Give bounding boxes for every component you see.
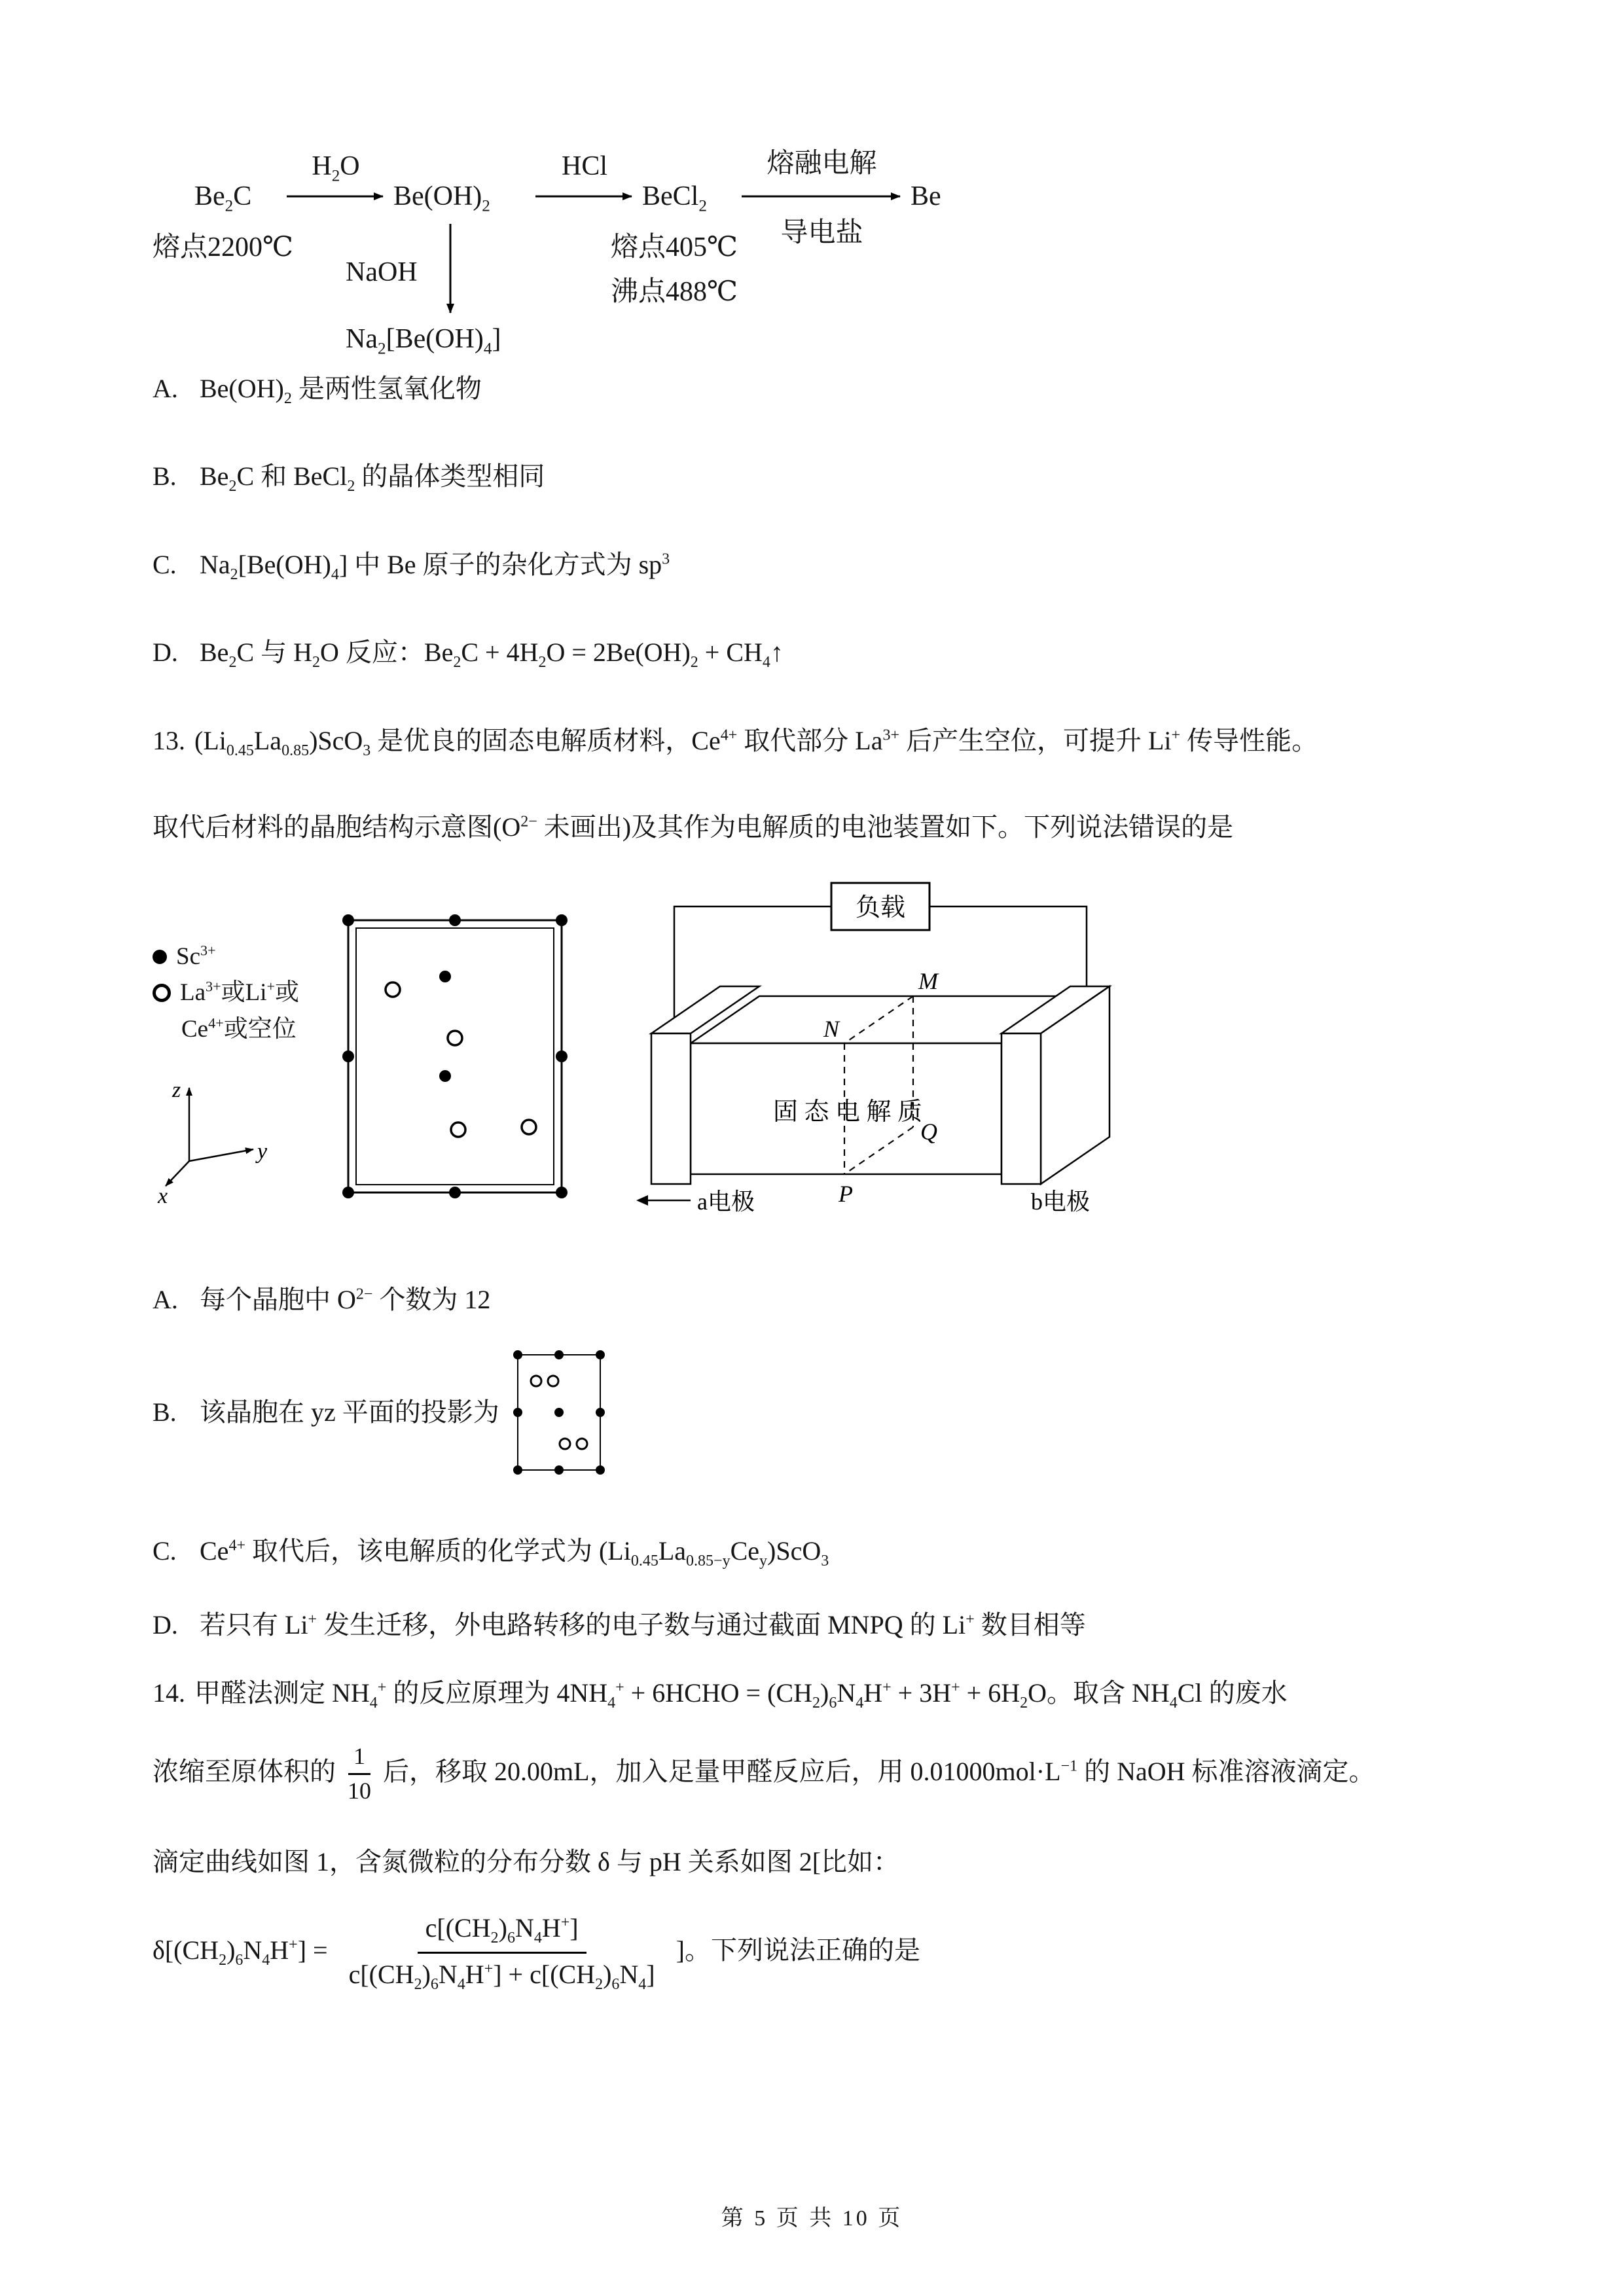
open-circle-icon	[153, 984, 171, 1002]
q14-stem-line1	[153, 1676, 1500, 1713]
formula-beoh2: $Be(OH)_2$	[393, 181, 490, 215]
q14-delta-formula	[153, 1909, 1500, 1997]
cell-outer-border	[348, 920, 562, 1193]
melting-point-becl2: 熔点405℃	[611, 232, 738, 262]
option-label: A.	[153, 374, 178, 403]
option-label: B.	[153, 1397, 177, 1427]
q13-figure	[153, 876, 1500, 1217]
projection-diagram	[510, 1347, 608, 1478]
legend-label: $Sc^{3+}$	[176, 942, 216, 970]
x-axis-label: x	[158, 1184, 168, 1206]
boiling-point-becl2: 沸点488℃	[611, 277, 738, 307]
q13-options	[153, 1282, 1500, 1643]
q13-stem-line1	[153, 723, 1500, 761]
arrow-to-cell-head	[636, 1195, 648, 1206]
option-text: 该晶胞在 yz 平面的投影为	[200, 1397, 499, 1427]
q13-option-b	[153, 1347, 1500, 1478]
option-label: C.	[153, 1535, 177, 1566]
formula-be2c: $Be_2C$	[194, 181, 252, 215]
option-label: B.	[153, 461, 177, 492]
stem-text: 滴定曲线如图 1，含氮微粒的分布分数 δ 与 pH 关系如图 2[比如：	[153, 1846, 900, 1876]
cell-filled-atoms	[342, 914, 568, 1198]
q13-option-c	[153, 1534, 1500, 1571]
label-q: Q	[920, 1118, 937, 1145]
formula-na2beoh4: $Na_2[Be(OH)_4]$	[346, 324, 501, 358]
legend-label: $La^{3+}$或Li+或	[180, 978, 300, 1007]
x-axis	[166, 1161, 189, 1186]
cell-open-atoms	[386, 982, 536, 1137]
stem-text: 浓缩至原体积的 $\frac{1}{10}$ 后，移取 20.00mL，加入足量甲醛反应后，用 $0.01000mol\cdot L^{-1}$ 的 NaOH 标准溶液滴定。	[153, 1757, 1375, 1786]
y-axis	[189, 1149, 253, 1161]
legend-item-la	[153, 975, 339, 1011]
option-text: $Be_2C$ 和 BeCl$_2$ 的晶体类型相同	[200, 461, 545, 495]
label-molten-electrolysis: 熔融电解	[767, 149, 877, 179]
option-label: D.	[153, 1610, 178, 1640]
label-h2o: $H_2O$	[312, 151, 360, 185]
q13-stem-line2	[153, 810, 1500, 845]
stem-text: $(Li_{0.45}La_{0.85})ScO_3$ 是优良的固态电解质材料，$Ce^{4+}$ 取代部分 $La^{3+}$ 后产生空位，可提升 Li+ 传导性能。	[194, 725, 1318, 759]
q14-stem-line2	[153, 1740, 1500, 1808]
label-hcl: HCl	[561, 151, 607, 181]
formula-be: Be	[911, 181, 941, 211]
melting-point-be2c: 熔点2200℃	[153, 232, 293, 262]
electrode-b-label: b电极	[1030, 1188, 1091, 1215]
option-label: A.	[153, 1284, 178, 1314]
legend	[153, 876, 339, 1215]
y-axis-label: y	[257, 1139, 268, 1164]
filled-circle-icon	[153, 950, 167, 964]
question-number: 13.	[153, 725, 185, 755]
option-text: $Na_2[Be(OH)_4]$ 中 Be 原子的杂化方式为 $sp^3$	[200, 549, 670, 583]
cell-inner-border	[356, 928, 554, 1185]
q14-stem-line3	[153, 1844, 1500, 1880]
legend-label: $Ce^{4+}$或空位	[181, 1014, 297, 1043]
label-p: P	[839, 1180, 853, 1207]
legend-item-sc	[153, 939, 339, 975]
option-text: 每个晶胞中 $O^{2-}$ 个数为 12	[200, 1284, 491, 1314]
option-label: D.	[153, 637, 178, 668]
q12-option-a	[153, 371, 1500, 409]
electrolyte-label: 固 态 电 解 质	[772, 1098, 923, 1126]
label-naoh: NaOH	[346, 257, 418, 287]
z-axis-label: z	[172, 1078, 181, 1103]
stem-text: 甲醛法测定 $NH_4^+$ 的反应原理为 $4NH_4^+$ + 6HCHO = $(CH_2)_6N_4H^+ + 3H^+ + 6H_2O$。取含 $NH_4Cl$ 的废水	[194, 1678, 1288, 1712]
q12-options	[153, 371, 1500, 673]
stem-text: 取代后材料的晶胞结构示意图($O^{2-}$ 未画出)及其作为电解质的电池装置如下。下列说法错误的是	[153, 812, 1234, 842]
label-n: N	[823, 1015, 839, 1042]
q13-option-a	[153, 1282, 1500, 1318]
axes-diagram	[156, 1075, 274, 1206]
formula-becl2: BeCl$_2$	[642, 181, 707, 215]
q12-option-c	[153, 547, 1500, 585]
q12-option-b	[153, 459, 1500, 497]
projection-filled-atoms	[513, 1350, 605, 1475]
page-footer: 第 5 页 共 10 页	[721, 2206, 903, 2231]
label-conductive-salt: 导电盐	[780, 218, 863, 248]
electrode-a-label: a电极	[697, 1188, 755, 1215]
load-label: 负载	[855, 893, 906, 922]
legend-item-ce	[153, 1011, 339, 1048]
formula-text: $\delta[(CH_2)_6N_4H^+]$ = $\frac{c[(CH_2)_6N_4H^+]}{c[(CH_2)_6N_4H^+] + c[(CH_2)_6N_4]}$ ]。下列说法正确的是	[153, 1935, 920, 1965]
option-text: $Ce^{4+}$ 取代后，该电解质的化学式为 $(Li_{0.45}La_{0.85-y}Ce_y)ScO_3$	[200, 1535, 829, 1570]
reaction-scheme	[153, 131, 1500, 357]
option-label: C.	[153, 549, 177, 579]
label-m: M	[918, 967, 938, 994]
option-text: $Be_2C$ 与 $H_2O$ 反应：$Be_2C + 4H_2O = 2Be(OH)_2$ + $CH_4↑$	[200, 637, 784, 672]
option-text: 若只有 Li+ 发生迁移，外电路转移的电子数与通过截面 MNPQ 的 Li+ 数目相等	[200, 1610, 1086, 1640]
q13-option-d	[153, 1607, 1500, 1643]
option-text: $Be(OH)_2$ 是两性氢氧化物	[200, 374, 482, 407]
unit-cell-diagram	[340, 912, 569, 1200]
question-number: 14.	[153, 1678, 185, 1708]
q12-option-d	[153, 635, 1500, 673]
right-wire	[929, 906, 1087, 993]
battery-diagram	[635, 876, 1132, 1217]
